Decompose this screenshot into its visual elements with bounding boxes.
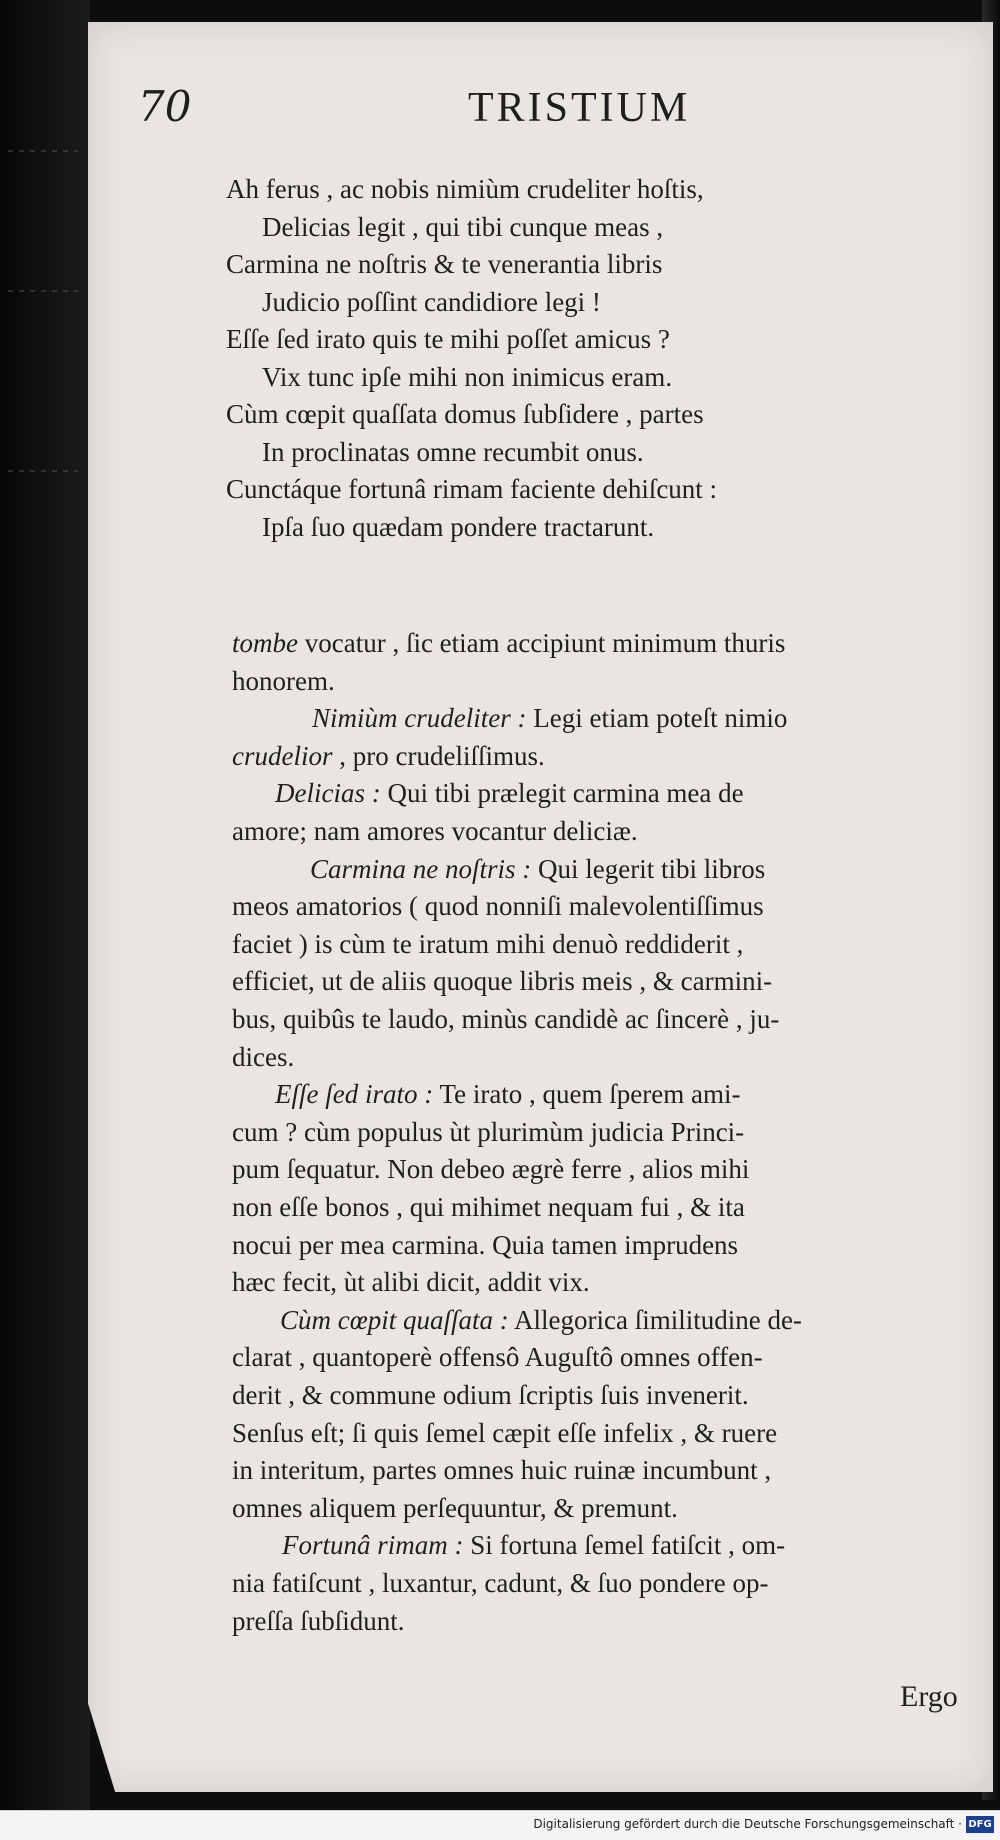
commentary-lemma: crudelior: [232, 740, 333, 771]
commentary-text: hæc fecit, ùt alibi dicit, addit vix.: [232, 1267, 590, 1298]
commentary-text: Si fortuna ſemel fatiſcit , om-: [463, 1530, 786, 1561]
commentary-text: non eſſe bonos , qui mihimet nequam fui , & ita: [232, 1192, 745, 1222]
commentary-lemma: Nimiùm crudeliter :: [312, 703, 527, 734]
commentary-line: [232, 1117, 744, 1148]
commentary-line: [232, 666, 335, 697]
commentary-line: [232, 1042, 294, 1073]
commentary-text: clarat , quantoperè offensô Auguſtô omnes offen-: [232, 1342, 763, 1373]
verse-line: Ah ferus , ac nobis nimiùm crudeliter hoſtis,: [226, 174, 704, 204]
catchword: Ergo: [900, 1680, 958, 1713]
commentary-line: [232, 966, 772, 997]
commentary-line: [232, 741, 545, 772]
commentary-lemma: tombe: [232, 628, 298, 658]
spine-mark: [8, 290, 78, 292]
commentary-text: in interitum, partes omnes huic ruinæ incumbunt ,: [232, 1455, 772, 1486]
commentary-text: omnes aliquem perſequuntur, & premunt.: [232, 1492, 678, 1523]
commentary-text: , pro crudeliſſimus.: [332, 740, 545, 771]
commentary-text: nia fatiſcunt , luxantur, cadunt, & ſuo pondere op-: [232, 1568, 769, 1598]
footer-credit: Digitalisierung gefördert durch die Deutsche Forschungsgemeinschaft ·: [533, 1817, 962, 1831]
commentary-line: [232, 1192, 745, 1223]
commentary-text: vocatur , ſic etiam accipiunt minimum thuris: [297, 628, 786, 658]
commentary-line: [232, 1004, 779, 1035]
commentary-text: Allegorica ſimilitudine de-: [508, 1304, 802, 1335]
commentary-text: meos amatorios ( quod nonniſi malevolentiſſimus: [232, 891, 764, 922]
commentary-line: [232, 1154, 749, 1185]
spine-mark: [8, 470, 78, 472]
verse-line: Ipſa ſuo quædam pondere tractarunt.: [262, 511, 655, 542]
verse-line: Delicias legit , qui tibi cunque meas ,: [262, 211, 664, 242]
commentary-text: faciet ) is cùm te iratum mihi denuò reddiderit ,: [232, 928, 744, 959]
commentary-line: [232, 816, 638, 847]
page-number: 70: [138, 82, 192, 131]
spine-mark: [8, 150, 78, 152]
verse-line: Cunctáque fortunâ rimam faciente dehiſcunt :: [226, 474, 718, 504]
commentary-lemma: Eſſe ſed irato :: [275, 1079, 434, 1110]
commentary-line: [232, 1380, 749, 1411]
commentary-line: [232, 1267, 590, 1298]
commentary-text: Qui tibi prælegit carmina mea de: [380, 778, 744, 809]
commentary-line: [232, 1606, 404, 1637]
commentary-line: [232, 1342, 763, 1373]
commentary-text: cum ? cùm populus ùt plurimùm judicia Princi-: [232, 1116, 745, 1147]
running-title: TRISTIUM: [468, 85, 691, 131]
commentary-line: [232, 1230, 738, 1261]
commentary-line: [280, 1305, 802, 1336]
commentary-line: [282, 1530, 785, 1561]
commentary-text: dices.: [232, 1041, 295, 1072]
commentary-lemma: Delicias :: [275, 778, 381, 809]
commentary-text: efficiet, ut de aliis quoque libris meis , & carmini-: [232, 966, 773, 997]
verse-line: Cùm cœpit quaſſata domus ſubſidere , partes: [226, 399, 704, 429]
commentary-line: [232, 1568, 769, 1599]
verse-line: In proclinatas omne recumbit onus.: [262, 436, 644, 467]
commentary-lemma: Fortunâ rimam :: [282, 1530, 464, 1561]
commentary-text: preſſa ſubſidunt.: [232, 1605, 405, 1636]
commentary-line: [232, 891, 764, 922]
commentary-text: derit , & commune odium ſcriptis ſuis invenerit.: [232, 1380, 749, 1410]
commentary-line: [310, 854, 765, 885]
commentary-text: Qui legerit tibi libros: [531, 853, 766, 884]
commentary-line: [232, 1493, 678, 1524]
commentary-line: [232, 1418, 777, 1449]
commentary-text: Senſus eſt; ſi quis ſemel cæpit eſſe infelix , & ruere: [232, 1417, 778, 1448]
commentary-line: [232, 628, 785, 659]
commentary-line: [275, 778, 744, 809]
verse-line: Carmina ne noſtris & te venerantia libris: [226, 249, 663, 279]
commentary-line: [312, 703, 787, 734]
commentary-line: [275, 1079, 740, 1110]
commentary-text: honorem.: [232, 665, 335, 696]
book-spine: [0, 0, 90, 1839]
commentary-text: bus, quibûs te laudo, minùs candidè ac ſincerè , ju-: [232, 1004, 780, 1034]
verse-line: Judicio poſſint candidiore legi !: [262, 286, 601, 317]
digitization-footer: [0, 1810, 1000, 1840]
dfg-logo-icon: DFG: [966, 1816, 994, 1833]
verse-line: Vix tunc ipſe mihi non inimicus eram.: [262, 361, 673, 392]
commentary-lemma: Carmina ne noſtris :: [310, 853, 532, 884]
commentary-text: nocui per mea carmina. Quia tamen imprudens: [232, 1229, 739, 1260]
commentary-lemma: Cùm cœpit quaſſata :: [280, 1304, 509, 1335]
verse-line: Eſſe ſed irato quis te mihi poſſet amicus ?: [226, 324, 670, 354]
commentary-line: [232, 1455, 771, 1486]
commentary-text: Legi etiam poteſt nimio: [526, 703, 788, 734]
commentary-text: pum ſequatur. Non debeo ægrè ferre , alios mihi: [232, 1154, 750, 1185]
commentary-line: [232, 929, 743, 960]
commentary-text: Te irato , quem ſperem ami-: [433, 1079, 741, 1110]
commentary-text: amore; nam amores vocantur deliciæ.: [232, 816, 638, 846]
